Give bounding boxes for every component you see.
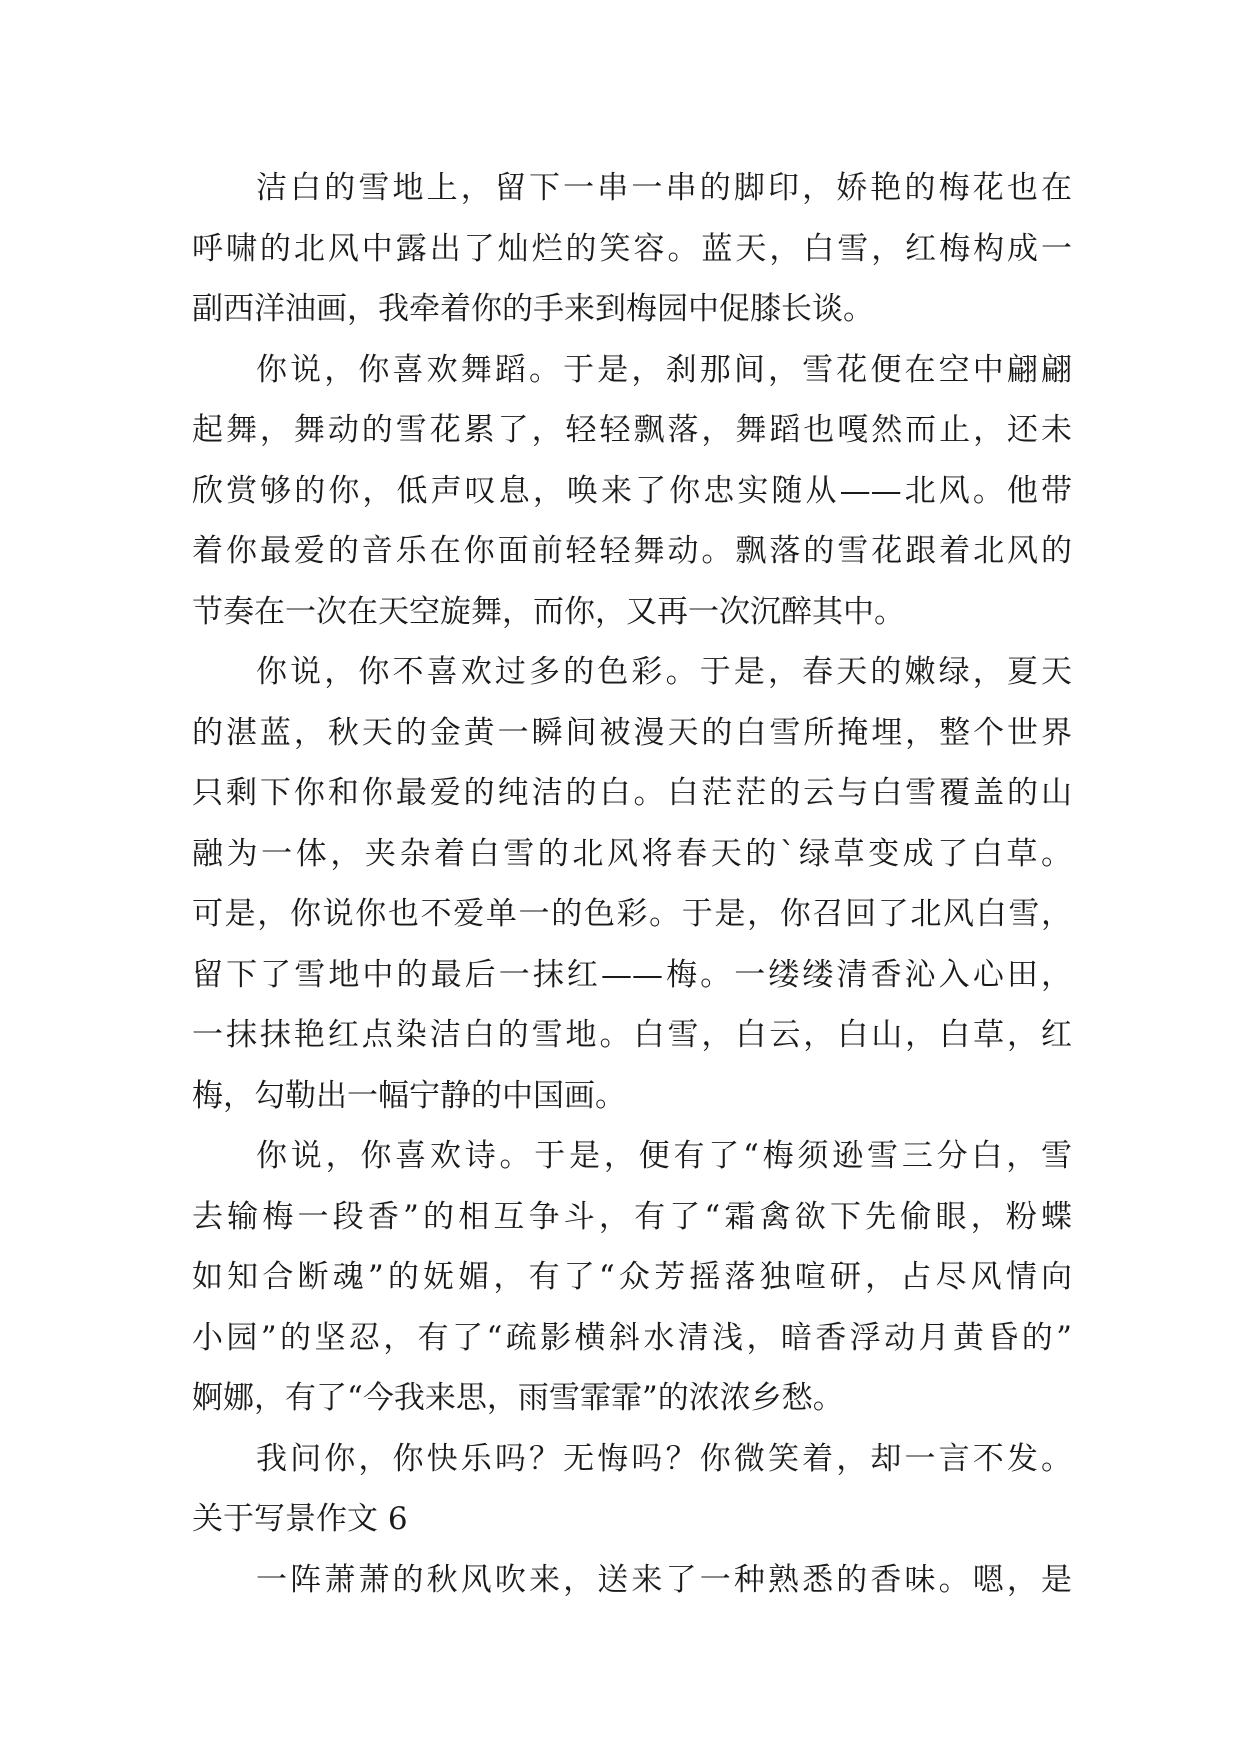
text-line: 一抹抹艳红点染洁白的雪地。白雪，白云，白山，白草，红 xyxy=(192,1017,1072,1053)
text-line: 着你最爱的音乐在你面前轻轻舞动。飘落的雪花跟着北风的 xyxy=(192,533,1072,569)
text-line: 的湛蓝，秋天的金黄一瞬间被漫天的白雪所掩埋，整个世界 xyxy=(192,714,1072,751)
essay-text xyxy=(192,158,1072,1610)
text-line: 节奏在一次在天空旋舞，而你，又再一次沉醉其中。 xyxy=(192,593,905,630)
text-line: 副西洋油画，我牵着你的手来到梅园中促膝长谈。 xyxy=(192,291,874,327)
text-line: 洁白的雪地上，留下一串一串的脚印，娇艳的梅花也在 xyxy=(256,170,1072,206)
section-heading: 关于写景作文 6 xyxy=(192,1501,408,1537)
text-line: 梅，勾勒出一幅宁静的中国画。 xyxy=(192,1077,626,1114)
text-line: 融为一体，夹杂着白雪的北风将春天的`绿草变成了白草。 xyxy=(192,835,1072,872)
text-line: 留下了雪地中的最后一抹红——梅。一缕缕清香沁入心田， xyxy=(192,956,1072,993)
text-line: 去输梅一段香”的相互争斗，有了“霜禽欲下先偷眼，粉蝶 xyxy=(192,1198,1072,1235)
text-line: 你说，你不喜欢过多的色彩。于是，春天的嫩绿，夏天 xyxy=(256,654,1072,690)
text-line: 你说，你喜欢舞蹈。于是，刹那间，雪花便在空中翩翩 xyxy=(256,351,1072,388)
text-line: 呼啸的北风中露出了灿烂的笑容。蓝天，白雪，红梅构成一 xyxy=(192,230,1072,267)
text-line: 可是，你说你也不爱单一的色彩。于是，你召回了北风白雪， xyxy=(192,896,1072,932)
text-line: 起舞，舞动的雪花累了，轻轻飘落，舞蹈也嘎然而止，还未 xyxy=(192,412,1072,448)
text-line: 只剩下你和你最爱的纯洁的白。白茫茫的云与白雪覆盖的山 xyxy=(192,775,1072,811)
text-line: 一阵萧萧的秋风吹来，送来了一种熟悉的香味。嗯，是 xyxy=(256,1561,1072,1598)
text-line: 小园”的坚忍，有了“疏影横斜水清浅，暗香浮动月黄昏的” xyxy=(192,1319,1072,1356)
text-line: 欣赏够的你，低声叹息，唤来了你忠实随从——北风。他带 xyxy=(192,472,1072,509)
text-line: 如知合断魂”的妩媚，有了“众芳摇落独喧研，占尽风情向 xyxy=(192,1259,1072,1295)
text-line: 我问你，你快乐吗？无悔吗？你微笑着，却一言不发。 xyxy=(256,1440,1072,1477)
text-line: 婀娜，有了“今我来思，雨雪霏霏”的浓浓乡愁。 xyxy=(192,1380,844,1416)
text-line: 你说，你喜欢诗。于是，便有了“梅须逊雪三分白，雪 xyxy=(256,1138,1072,1174)
